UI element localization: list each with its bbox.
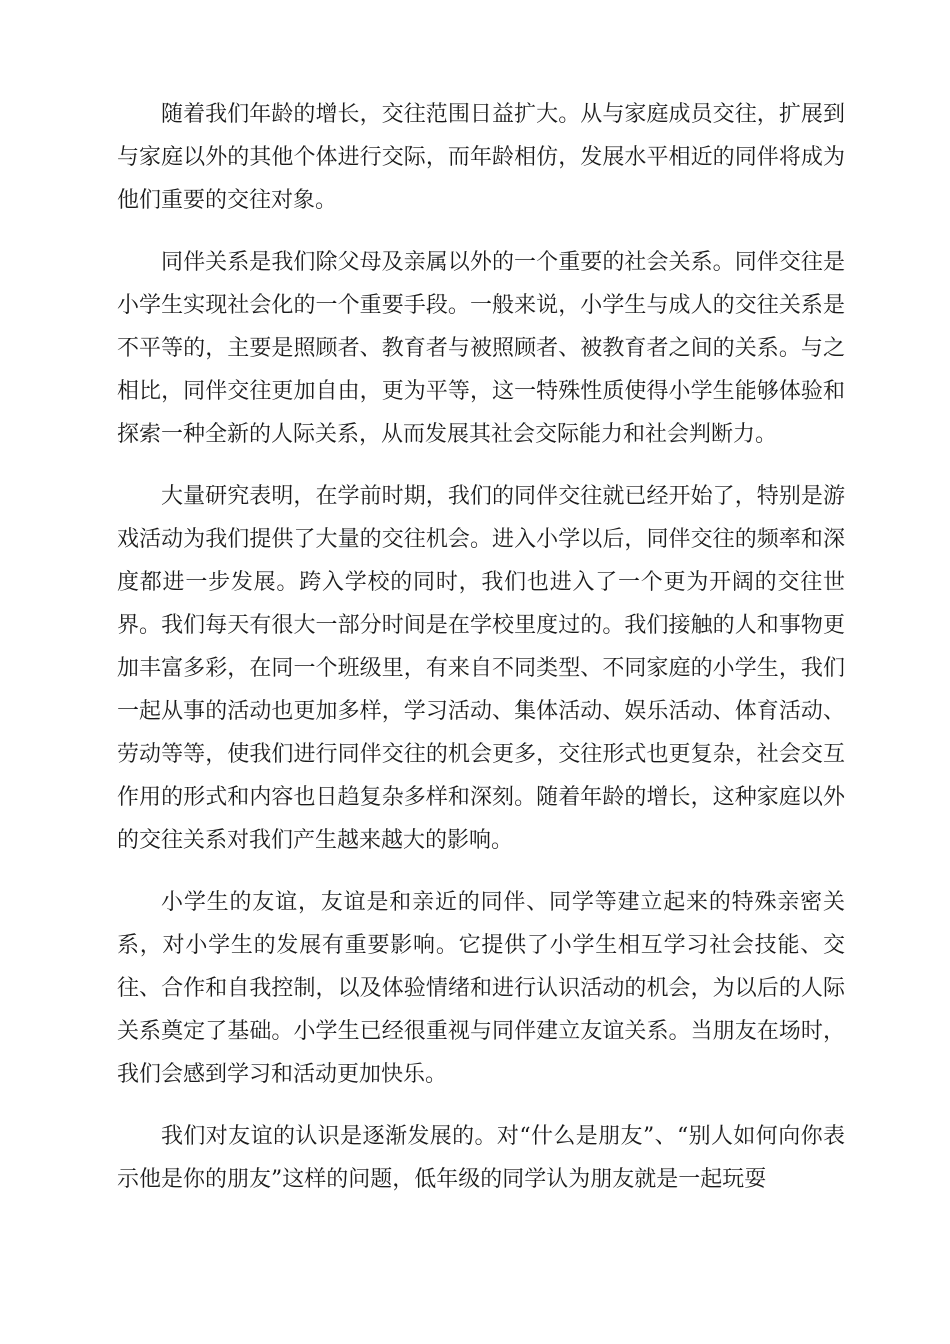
paragraph-3: 大量研究表明，在学前时期，我们的同伴交往就已经开始了，特别是游戏活动为我们提供了大量的交往机会。进入小学以后，同伴交往的频率和深度都进一步发展。跨入学校的同时，我们也进入了一个更为开阔的交往世界。我们每天有很大一部分时间是在学校里度过的。我们接触的人和事物更加丰富多彩，在同一个班级里，有来自不同类型、不同家庭的小学生，我们一起从事的活动也更加多样，学习活动、集体活动、娱乐活动、体育活动、劳动等等，使我们进行同伴交往的机会更多，交往形式也更复杂，社会交互作用的形式和内容也日趋复杂多样和深刻。随着年龄的增长，这种家庭以外的交往关系对我们产生越来越大的影响。	[117, 484, 845, 853]
paragraph-5: 我们对友谊的认识是逐渐发展的。对“什么是朋友”、“别人如何向你表示他是你的朋友”这样的问题，低年级的同学认为朋友就是一起玩耍	[117, 1124, 845, 1192]
paragraph-1: 随着我们年龄的增长，交往范围日益扩大。从与家庭成员交往，扩展到与家庭以外的其他个体进行交际，而年龄相仿，发展水平相近的同伴将成为他们重要的交往对象。	[117, 102, 845, 213]
paragraph-4: 小学生的友谊，友谊是和亲近的同伴、同学等建立起来的特殊亲密关系，对小学生的发展有重要影响。它提供了小学生相互学习社会技能、交往、合作和自我控制，以及体验情绪和进行认识活动的机会，为以后的人际关系奠定了基础。小学生已经很重视与同伴建立友谊关系。当朋友在场时，我们会感到学习和活动更加快乐。	[117, 890, 845, 1087]
document-page	[117, 93, 845, 1201]
paragraph-2: 同伴关系是我们除父母及亲属以外的一个重要的社会关系。同伴交往是小学生实现社会化的一个重要手段。一般来说，小学生与成人的交往关系是不平等的，主要是照顾者、教育者与被照顾者、被教育者之间的关系。与之相比，同伴交往更加自由，更为平等，这一特殊性质使得小学生能够体验和探索一种全新的人际关系，从而发展其社会交际能力和社会判断力。	[117, 250, 845, 447]
